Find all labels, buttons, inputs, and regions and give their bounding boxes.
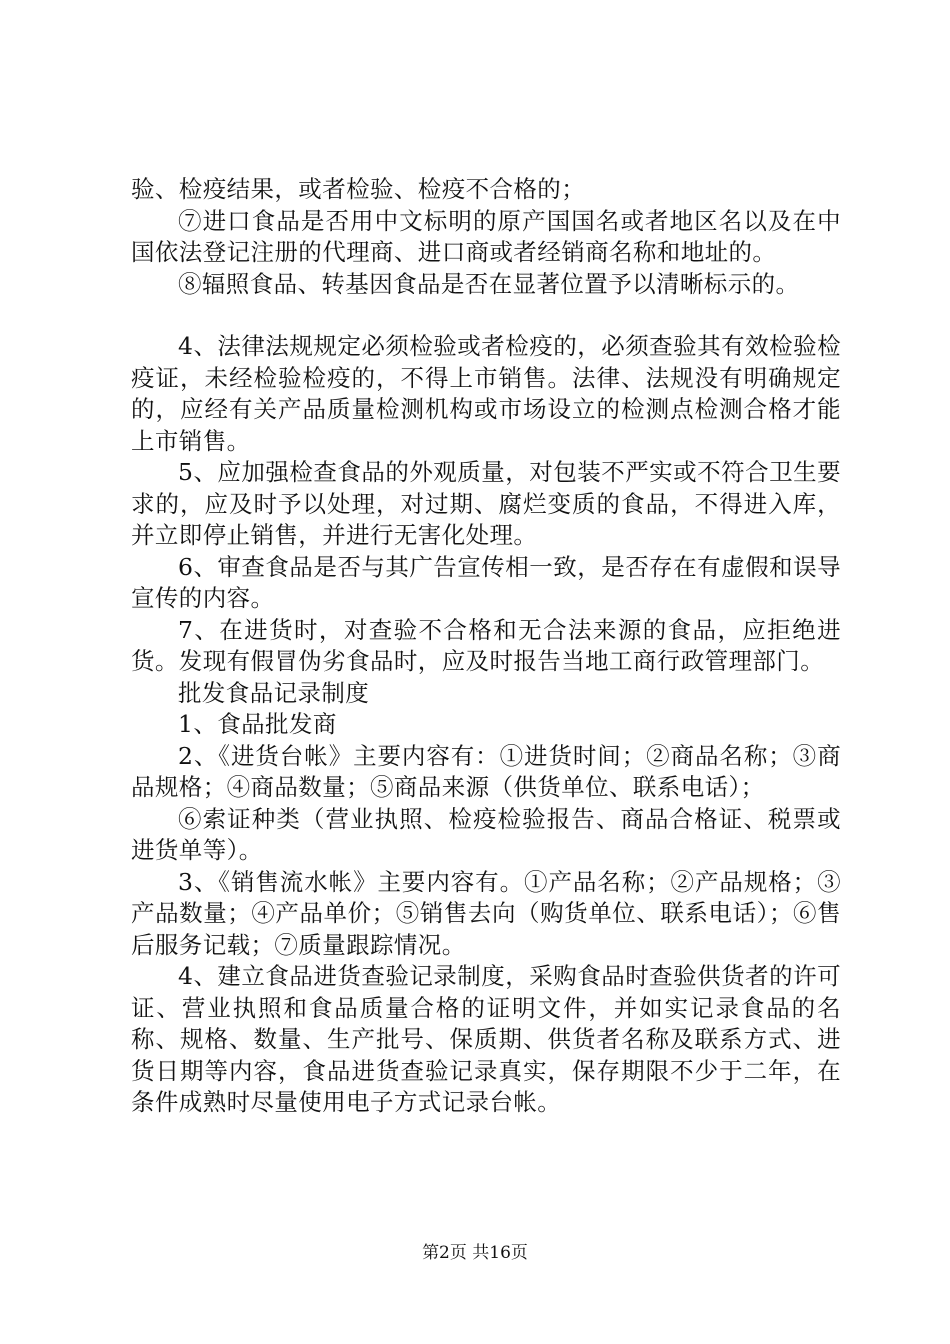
paragraph-4: 4、法律法规规定必须检验或者检疫的，必须查验其有效检验检疫证，未经检验检疫的，不得上市销售。法律、法规没有明确规定的，应经有关产品质量检测机构或市场设立的检测点检测合格才能上市销售。 — [131, 332, 841, 455]
paragraph-12: 3、《销售流水帐》主要内容有。①产品名称；②产品规格；③产品数量；④产品单价；⑤销售去向（购货单位、联系电话）；⑥售后服务记载；⑦质量跟踪情况。 — [131, 867, 841, 959]
paragraph-2: ⑦进口食品是否用中文标明的原产国国名或者地区名以及在中国依法登记注册的代理商、进口商或者经销商名称和地址的。 — [131, 206, 841, 266]
paragraph-9: 1、食品批发商 — [178, 710, 337, 738]
paragraph-6: 6、审查食品是否与其广告宣传相一致，是否存在有虚假和误导宣传的内容。 — [131, 552, 841, 612]
paragraph-1: 验、检疫结果，或者检验、检疫不合格的； — [131, 175, 586, 203]
paragraph-5: 5、应加强检查食品的外观质量，对包装不严实或不符合卫生要求的，应及时予以处理，对过期、腐烂变质的食品，不得进入库，并立即停止销售，并进行无害化处理。 — [131, 458, 841, 549]
paragraph-7: 7、在进货时，对查验不合格和无合法来源的食品，应拒绝进货。发现有假冒伪劣食品时，应及时报告当地工商行政管理部门。 — [131, 615, 841, 675]
paragraph-11: ⑥索证种类（营业执照、检疫检验报告、商品合格证、税票或进货单等）。 — [131, 804, 841, 864]
paragraph-10: 2、《进货台帐》主要内容有：①进货时间；②商品名称；③商品规格；④商品数量；⑤商品来源（供货单位、联系电话）； — [131, 741, 841, 801]
paragraph-3: ⑧辐照食品、转基因食品是否在显著位置予以清晰标示的。 — [178, 269, 800, 298]
page-number-footer: 第2页 共16页 — [422, 1243, 528, 1263]
section-heading: 批发食品记录制度 — [178, 678, 370, 707]
document-body — [131, 174, 841, 1119]
paragraph-13: 4、建立食品进货查验记录制度，采购食品时查验供货者的许可证、营业执照和食品质量合格的证明文件，并如实记录食品的名称、规格、数量、生产批号、保质期、供货者名称及联系方式、进货日期等内容，食品进货查验记录真实，保存期限不少于二年，在条件成熟时尽量使用电子方式记录台帐。 — [131, 962, 841, 1116]
